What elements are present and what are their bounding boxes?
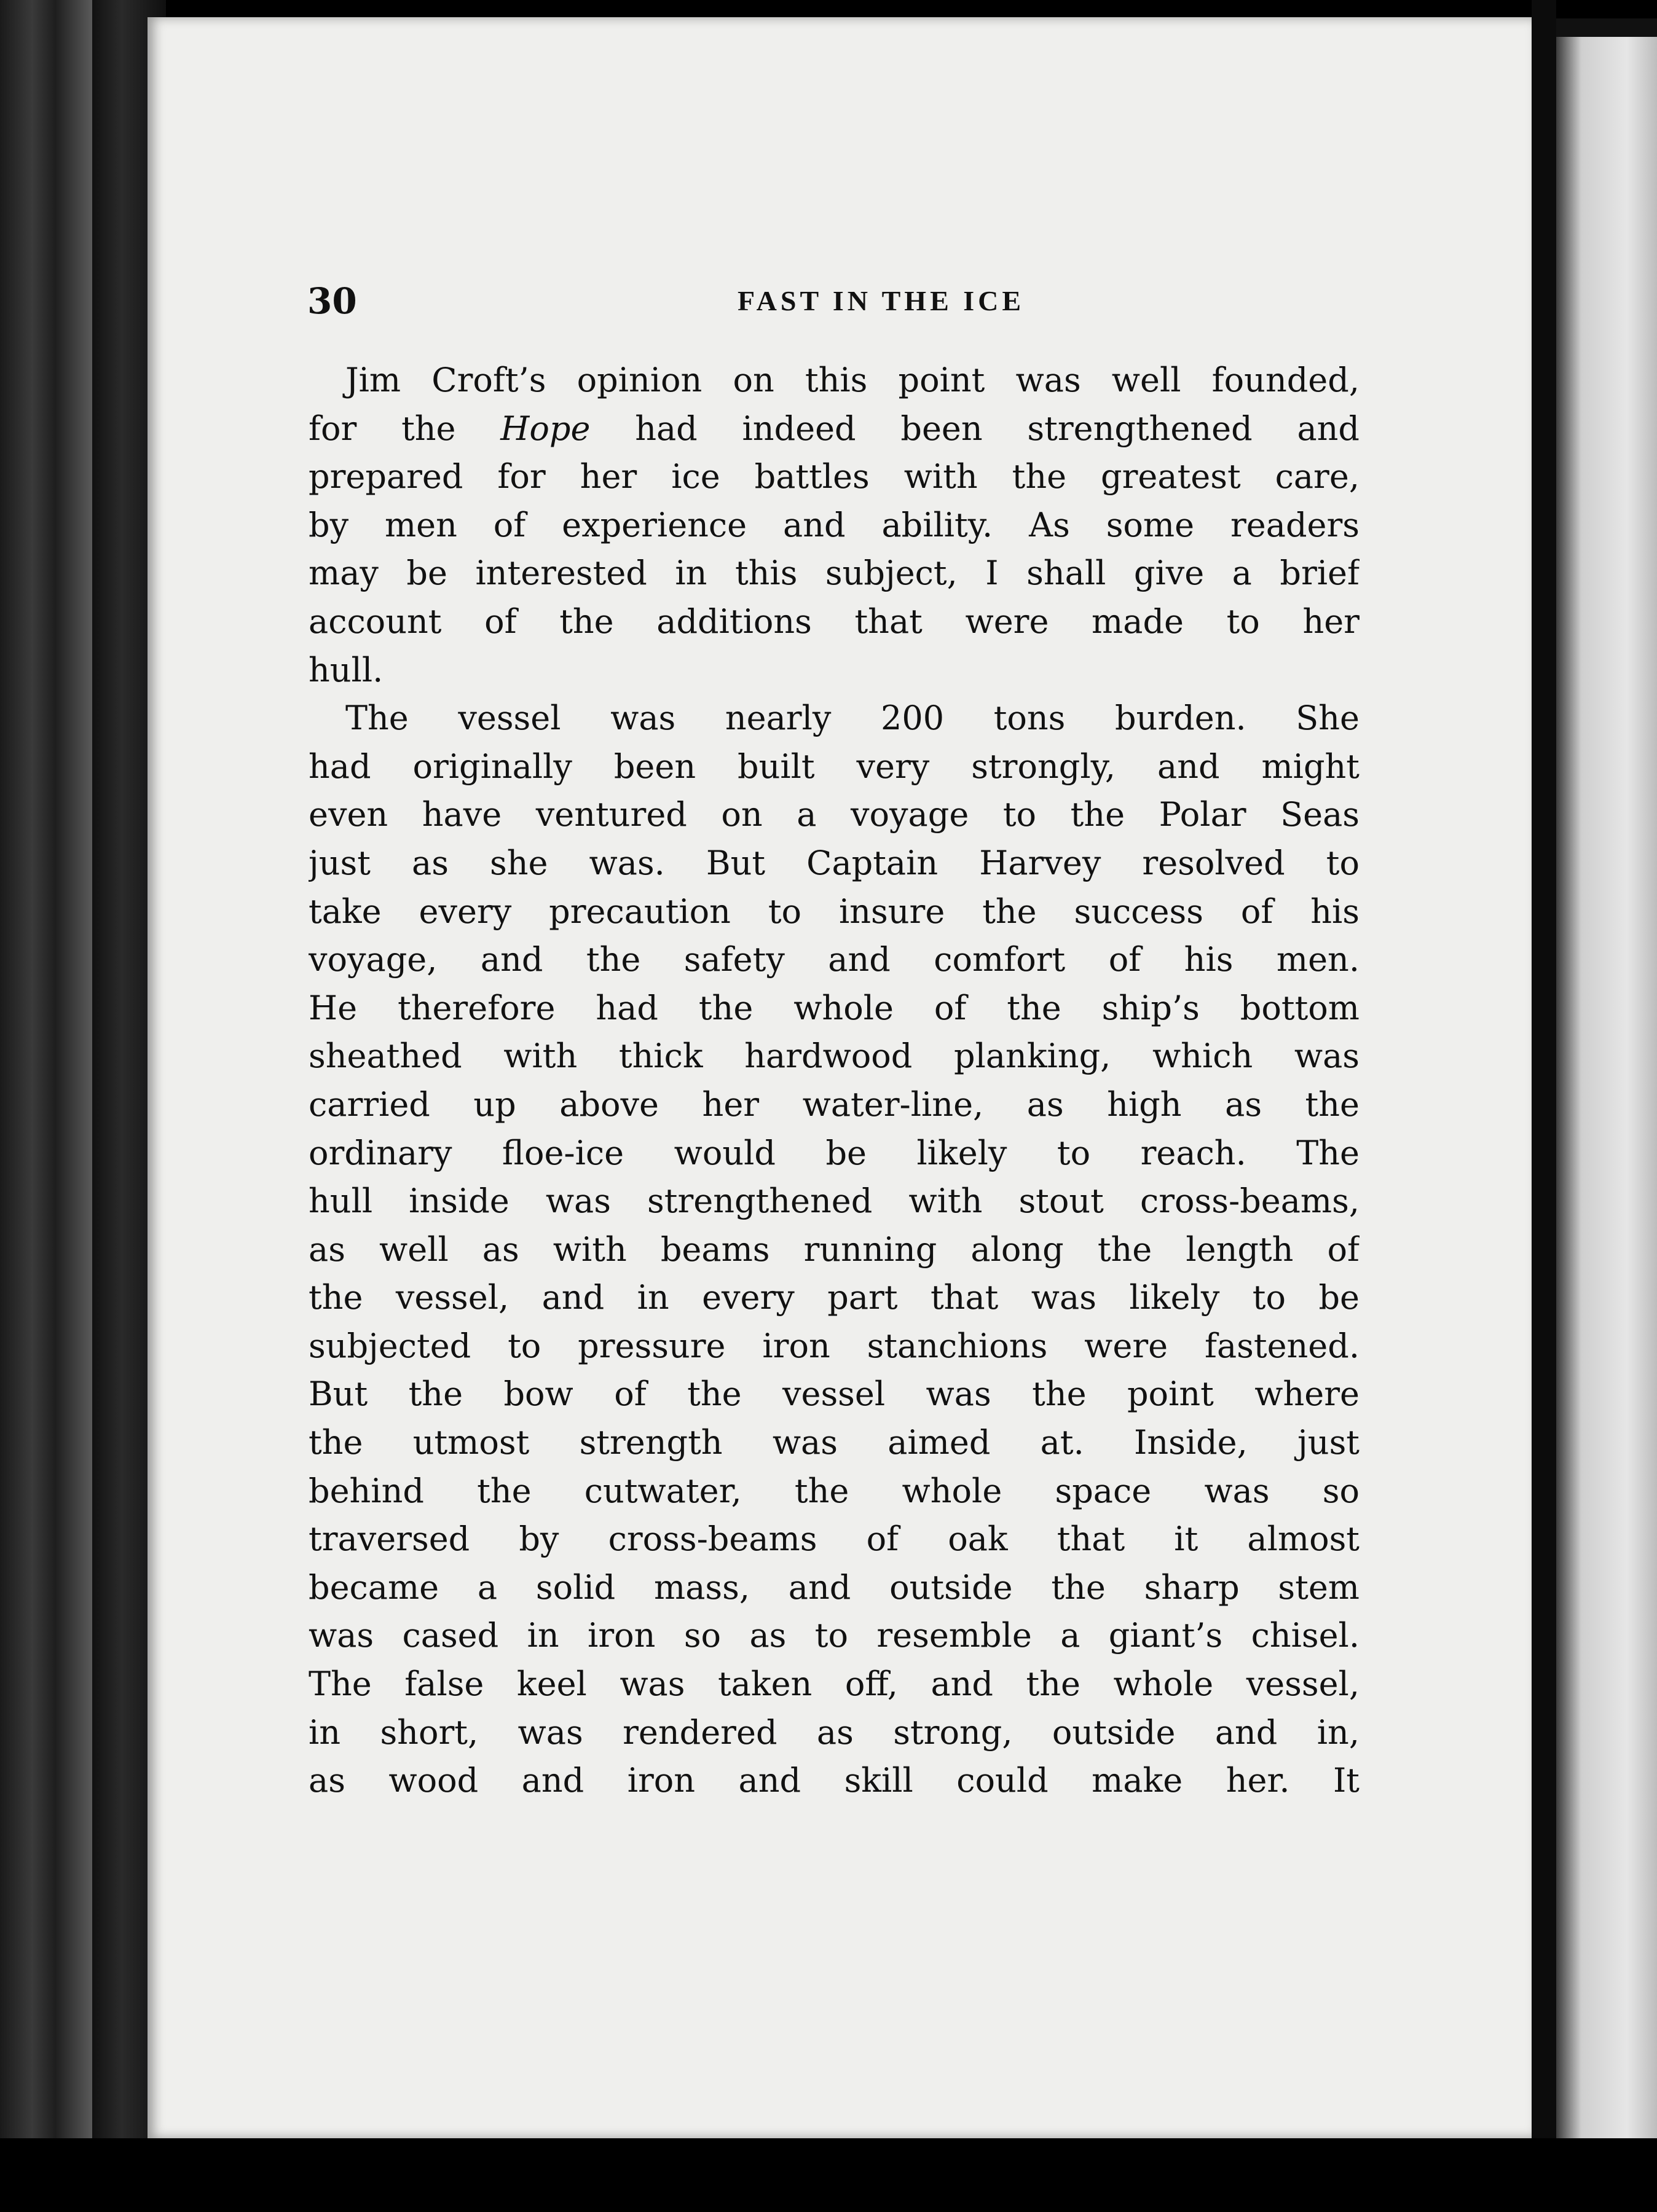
text-line: take every precaution to insure the success of his [309,892,1360,931]
text-line: prepared for her ice battles with the greatest care, [309,457,1360,496]
text-line: carried up above her water-line, as high as the [309,1084,1360,1124]
text-line: But the bow of the vessel was the point where [309,1375,1360,1414]
text-line: may be interested in this subject, I shall give a brief [309,554,1360,593]
text-line: subjected to pressure iron stanchions were fastened. [309,1326,1360,1365]
book-page [148,17,1532,2138]
text-line: the vessel, and in every part that was likely to be [309,1278,1360,1317]
text-line: sheathed with thick hardwood planking, which was [309,1037,1360,1076]
ship-name-italic: Hope [500,409,591,448]
text-line: Jim Croft’s opinion on this point was well founded, [345,361,1360,399]
running-head [307,270,1352,332]
text-line: as well as with beams running along the length of [309,1230,1360,1269]
text-line: He therefore had the whole of the ship’s bottom [309,988,1360,1027]
text-line: by men of experience and ability. As some readers [309,505,1360,544]
paragraph-1 [309,356,1360,694]
text-line: hull. [309,650,384,689]
scan-top-border [0,0,1657,18]
text-line: was cased in iron so as to resemble a giant’s chisel. [309,1616,1360,1655]
chapter-title: FAST IN THE ICE [738,285,1025,316]
text-line: traversed by cross-beams of oak that it almost [309,1520,1360,1559]
text-line: had originally been built very strongly, and might [309,747,1360,786]
adjacent-page-edge [1556,37,1657,2212]
text-line: voyage, and the safety and comfort of his men. [309,940,1360,979]
text-line: in short, was rendered as strong, outside and in, [309,1712,1360,1752]
text-span: for the [309,409,501,448]
text-line: ordinary floe-ice would be likely to reach. The [309,1133,1360,1172]
page-number: 30 [307,280,357,322]
body-text [309,356,1360,1805]
text-line: the utmost strength was aimed at. Inside, just [309,1423,1360,1462]
scan-bottom-border [0,2138,1657,2212]
text-line: became a solid mass, and outside the sharp stem [309,1567,1360,1607]
text-span: had indeed been strengthened and [590,409,1360,448]
book-spine-right [1532,0,1556,2212]
text-line: even have ventured on a voyage to the Polar Seas [309,795,1360,834]
text-line: behind the cutwater, the whole space was so [309,1471,1360,1510]
text-line: just as she was. But Captain Harvey resolved to [309,843,1360,882]
text-line [309,405,1360,453]
text-line: The vessel was nearly 200 tons burden. She [345,699,1360,738]
text-line: The false keel was taken off, and the whole vessel, [309,1665,1360,1704]
text-line: hull inside was strengthened with stout cross-beams, [309,1182,1360,1221]
book-binding-left [0,0,92,2212]
text-line: as wood and iron and skill could make her. It [309,1761,1360,1800]
text-line: account of the additions that were made to her [309,602,1360,641]
paragraph-2 [309,694,1360,1805]
